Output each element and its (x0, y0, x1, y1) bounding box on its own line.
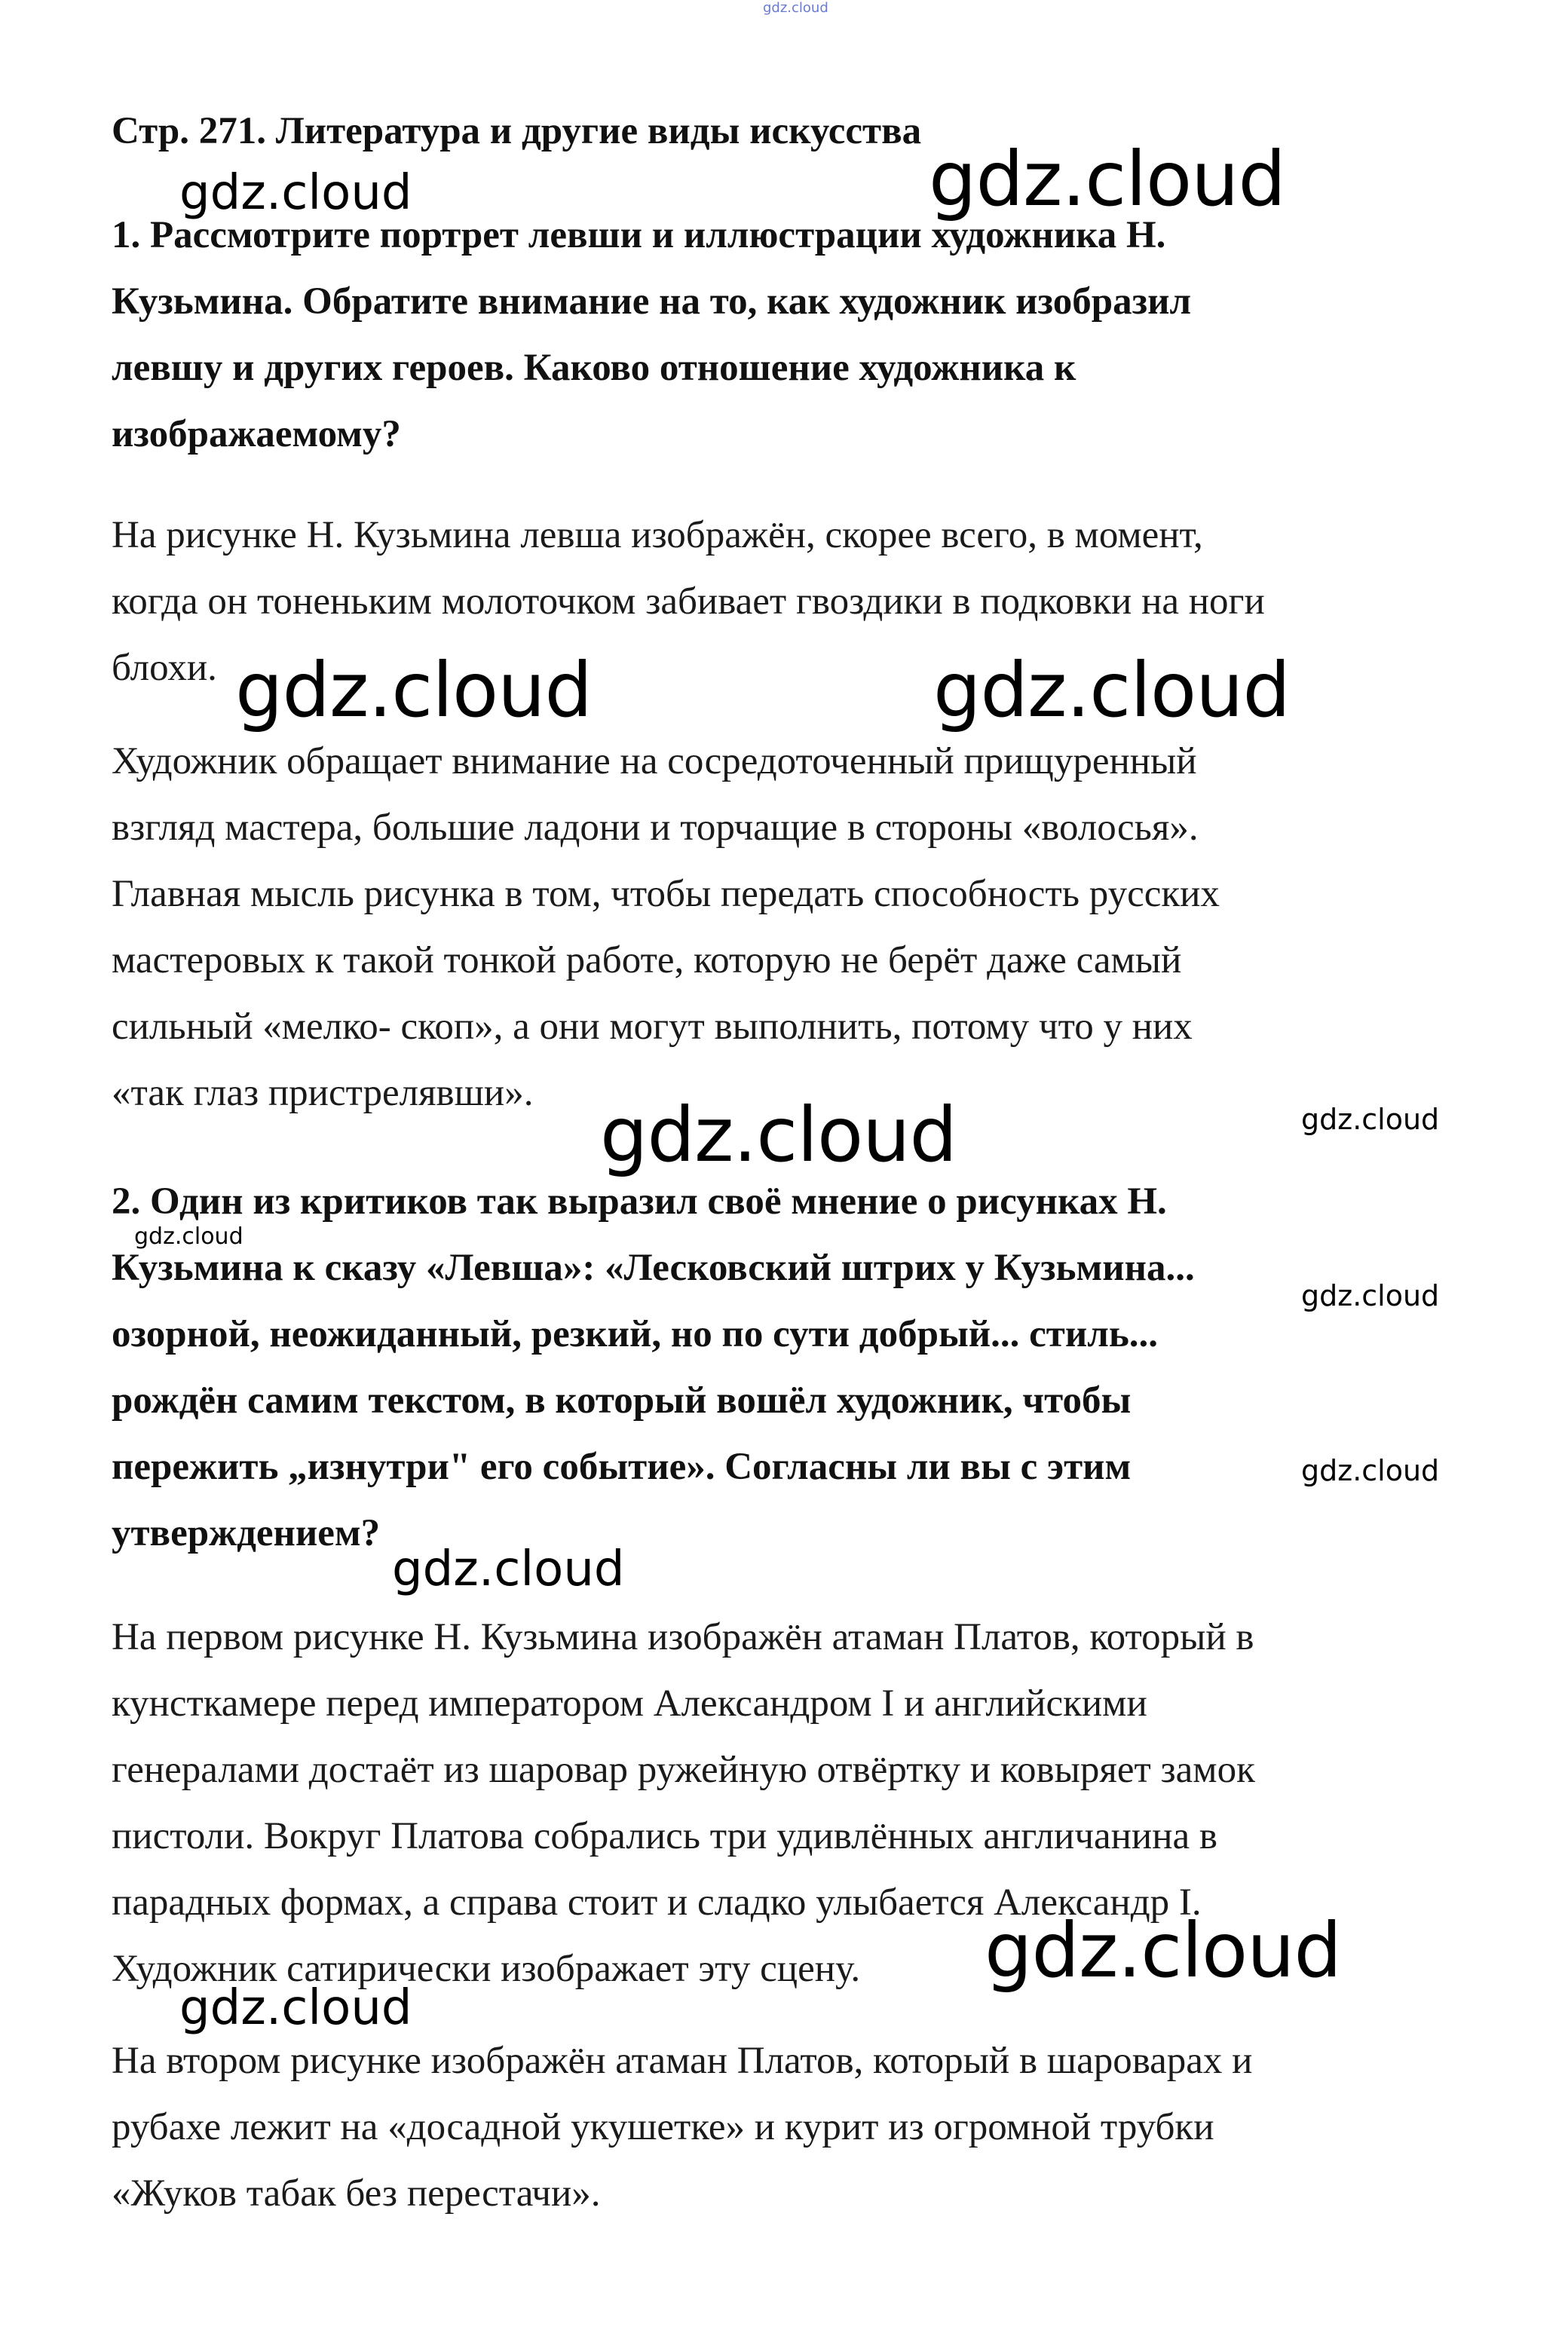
header-watermark: gdz.cloud (763, 0, 828, 16)
watermark: gdz.cloud (179, 1980, 412, 2036)
watermark: gdz.cloud (1301, 1279, 1440, 1312)
watermark: gdz.cloud (929, 135, 1286, 223)
watermark: gdz.cloud (134, 1223, 243, 1250)
watermark: gdz.cloud (1301, 1454, 1440, 1487)
watermark: gdz.cloud (933, 646, 1291, 734)
watermark: gdz.cloud (179, 165, 412, 221)
watermark: gdz.cloud (985, 1906, 1342, 1995)
watermark: gdz.cloud (1301, 1103, 1440, 1136)
question-2: 2. Один из критиков так выразил своё мнение о рисунках Н. Кузьмина к сказу «Левша»: «Лесковский штрих у Кузьмина... озорной, неожиданный, резкий, но по сути добрый... стиль... рождён самим текстом, в который вошёл художник, чтобы пережить „изнутри" его событие». Согласны ли вы с этим утверждением? (112, 1180, 1195, 1554)
question-1: 1. Рассмотрите портрет левши и иллюстрации художника Н. Кузьмина. Обратите внимание на то, как художник изобразил левшу и других героев. Каково отношение художника к изображаемому? (112, 214, 1192, 455)
answer-1-paragraph-2: Художник обращает внимание на сосредоточенный прищуренный взгляд мастера, большие ладони и торчащие в стороны «волосья». Главная мысль рисунка в том, чтобы передать способность русских мастеровых к такой тонкой работе, которую не берёт даже самый сильный «мелко- скоп», а они могут выполнить, потому что у них «так глаз пристрелявши». (112, 740, 1220, 1114)
watermark: gdz.cloud (392, 1542, 625, 1597)
answer-2-paragraph-2: На втором рисунке изображён атаман Платов, который в шароварах и рубахе лежит на «досадной укушетке» и курит из огромной трубки «Жуков табак без перестачи». (112, 2040, 1253, 2215)
page-heading: Стр. 271. Литература и другие виды искусства (112, 110, 922, 152)
watermark: gdz.cloud (600, 1091, 957, 1179)
answer-1-paragraph-1: На рисунке Н. Кузьмина левша изображён, скорее всего, в момент, когда он тоненьким молоточком забивает гвоздики в подковки на ноги блохи. (112, 514, 1265, 689)
answer-2-paragraph-1: На первом рисунке Н. Кузьмина изображён атаман Платов, который в кунсткамере перед императором Александром I и английскими генералами достаёт из шаровар ружейную отвёртку и ковыряет замок пистоли. Вокруг Платова собрались три удивлённых англичанина в парадных формах, а справа стоит и сладко улыбается Александр I. Художник сатирически изображает эту сцену. (112, 1616, 1255, 1990)
watermark: gdz.cloud (235, 646, 593, 734)
